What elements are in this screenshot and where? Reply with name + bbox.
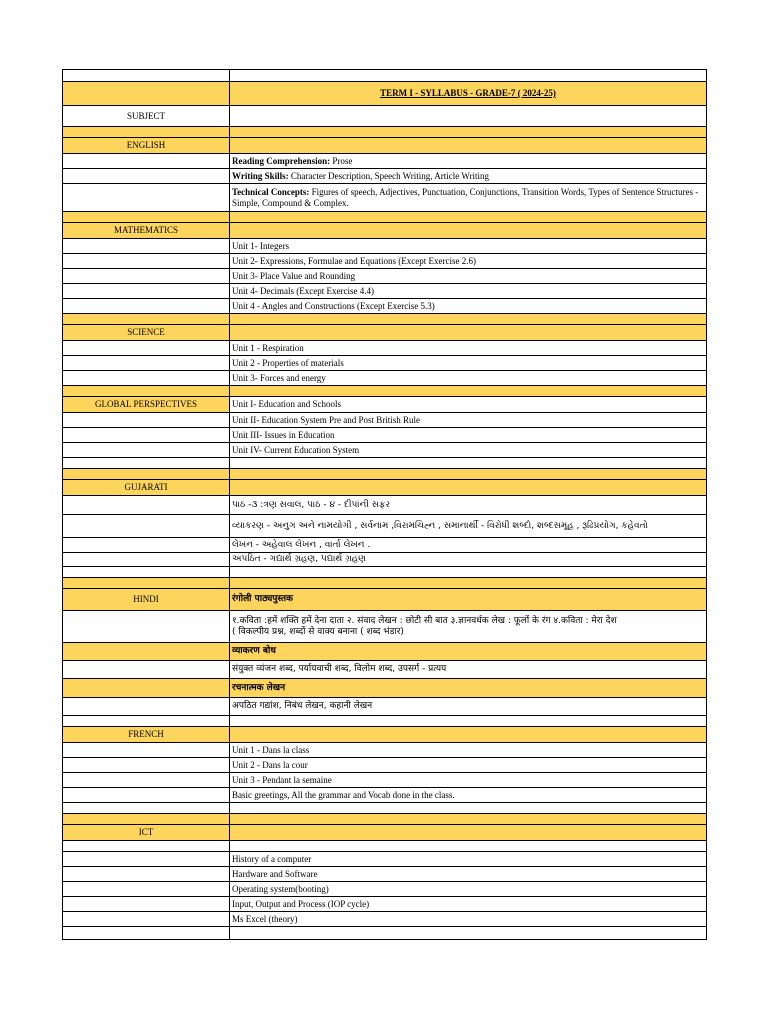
topic-cell <box>230 169 707 184</box>
topic-label: Writing Skills: <box>232 170 289 181</box>
topic-cell: Unit 3- Place Value and Rounding <box>230 269 707 284</box>
topic-cell: વ્યાકરણ - અનુગ અને નામયોગી , સર્વનામ ,વિરામચિહ્ન , સમાનાર્થી - વિરોધી શબ્દો, શબ્દસમૂહ , રૂઢિપ્રયોગ, કહેવતો <box>230 515 707 538</box>
table-row <box>63 284 707 299</box>
page-title: TERM I - SYLLABUS - GRADE-7 ( 2024-25) <box>230 82 707 106</box>
table-row <box>63 341 707 356</box>
separator-row <box>63 578 707 589</box>
table-row <box>63 496 707 515</box>
table-row <box>63 897 707 912</box>
topic-cell: Unit III- Issues in Education <box>230 428 707 443</box>
topic-cell: Unit 1 - Dans la class <box>230 743 707 758</box>
subject-header-row <box>63 106 707 127</box>
subject-row-science <box>63 325 707 341</box>
topic-text: Character Description, Speech Writing, Article Writing <box>288 170 489 181</box>
table-row <box>63 356 707 371</box>
table-row <box>63 515 707 538</box>
topic-cell: Unit I- Education and Schools <box>230 397 707 413</box>
subject-row-global-perspectives <box>63 397 707 413</box>
blank-row <box>63 841 707 852</box>
table-row <box>63 553 707 567</box>
table-row <box>63 788 707 803</box>
blank-row <box>63 927 707 940</box>
separator-row <box>63 814 707 825</box>
hindi-grammar-heading: व्याकरण बोध <box>230 643 707 661</box>
subject-row-french <box>63 727 707 743</box>
table-row <box>63 912 707 927</box>
spacer-row <box>63 70 707 82</box>
table-row <box>63 773 707 788</box>
table-row <box>63 413 707 428</box>
table-row <box>63 758 707 773</box>
topic-cell: Unit 3- Forces and energy <box>230 371 707 386</box>
topic-cell: Unit 2 - Dans la cour <box>230 758 707 773</box>
topic-cell: Unit 1 - Respiration <box>230 341 707 356</box>
topic-cell: Input, Output and Process (IOP cycle) <box>230 897 707 912</box>
blank-row <box>63 567 707 578</box>
topic-text: Prose <box>330 155 353 166</box>
separator-row <box>63 127 707 138</box>
topic-cell: પાઠ -૩ :ત્રણ સવાલ, પાઠ - ૪ - દીપાંની સફર <box>230 496 707 515</box>
table-row <box>63 299 707 314</box>
separator-row <box>63 469 707 480</box>
topic-cell: संयुक्त व्यंजन शब्द, पर्यायवाची शब्द, विलोम शब्द, उपसर्ग - प्रत्यय <box>230 661 707 679</box>
topic-cell: Basic greetings, All the grammar and Vocab done in the class. <box>230 788 707 803</box>
topic-cell: Unit II- Education System Pre and Post British Rule <box>230 413 707 428</box>
subject-name: SCIENCE <box>63 325 230 341</box>
table-row <box>63 611 707 643</box>
table-row <box>63 698 707 716</box>
topic-cell: Hardware and Software <box>230 867 707 882</box>
table-row <box>63 428 707 443</box>
table-row <box>63 239 707 254</box>
topic-cell: अपठित गद्यांश, निबंध लेखन, कहानी लेखन <box>230 698 707 716</box>
topic-cell <box>230 184 707 212</box>
table-row <box>63 269 707 284</box>
table-row <box>63 882 707 897</box>
table-row <box>63 184 707 212</box>
topic-cell: Unit 1- Integers <box>230 239 707 254</box>
blank-row <box>63 458 707 469</box>
topic-cell: અપઠિત - ગદ્યાર્થ ગ્રહણ, પદ્યાર્થ ગ્રહણ <box>230 553 707 567</box>
blank-row <box>63 803 707 814</box>
table-row <box>63 661 707 679</box>
topic-label: Reading Comprehension: <box>232 155 331 166</box>
table-row <box>63 867 707 882</box>
subject-name: ICT <box>63 825 230 841</box>
subject-name: HINDI <box>63 589 230 611</box>
topic-cell: Ms Excel (theory) <box>230 912 707 927</box>
topic-cell: History of a computer <box>230 852 707 867</box>
subject-row-mathematics <box>63 223 707 239</box>
subject-row-ict <box>63 825 707 841</box>
topic-cell <box>230 154 707 169</box>
subject-row-english <box>63 138 707 154</box>
topic-cell: Operating system(booting) <box>230 882 707 897</box>
table-row <box>63 743 707 758</box>
topic-cell: Unit 4- Decimals (Except Exercise 4.4) <box>230 284 707 299</box>
topic-cell <box>230 611 707 643</box>
topic-cell: Unit 3 - Pendant la semaine <box>230 773 707 788</box>
topic-cell: લેખન - અહેવાલ લેખન , વાર્તા લેખન . <box>230 538 707 553</box>
topic-cell: Unit 4 - Angles and Constructions (Except Exercise 5.3) <box>230 299 707 314</box>
title-row <box>63 82 707 106</box>
table-row <box>63 443 707 458</box>
subject-name: ENGLISH <box>63 138 230 154</box>
table-row <box>63 852 707 867</box>
subject-name: MATHEMATICS <box>63 223 230 239</box>
hindi-grammar-row <box>63 643 707 661</box>
subject-name: FRENCH <box>63 727 230 743</box>
subject-header: SUBJECT <box>63 106 230 127</box>
table-row <box>63 154 707 169</box>
hindi-writing-row <box>63 679 707 698</box>
table-row <box>63 169 707 184</box>
topic-line: १.कविता :हमें शक्ति हमें देना दाता २. संवाद लेखन : छोटी सी बात ३.ज्ञानवर्धक लेख : फूलों के रंग ४.कविता : मेरा देश <box>232 615 617 626</box>
syllabus-table <box>62 69 707 940</box>
subject-row-hindi <box>63 589 707 611</box>
topic-cell: Unit 2 - Properties of materials <box>230 356 707 371</box>
separator-row <box>63 386 707 397</box>
subject-name: GUJARATI <box>63 480 230 496</box>
blank-row <box>63 716 707 727</box>
separator-row <box>63 212 707 223</box>
hindi-writing-heading: रचनात्मक लेखन <box>230 679 707 698</box>
table-row <box>63 371 707 386</box>
hindi-book-heading: रंगोली पाठ्यपुस्तक <box>230 589 707 611</box>
topic-cell: Unit IV- Current Education System <box>230 443 707 458</box>
topic-text: Figures of speech, Adjectives, Punctuation, Conjunctions, Transition Words, Types of Sentence Structures - Simple, Compound & Complex. <box>232 186 699 208</box>
topic-label: Technical Concepts: <box>232 186 310 197</box>
table-row <box>63 538 707 553</box>
topic-cell: Unit 2- Expressions, Formulae and Equations (Except Exercise 2.6) <box>230 254 707 269</box>
subject-row-gujarati <box>63 480 707 496</box>
topic-line: ( विकल्पीय प्रश्न, शब्दों से वाक्य बनाना ( शब्द भंडार) <box>232 626 404 637</box>
separator-row <box>63 314 707 325</box>
table-row <box>63 254 707 269</box>
subject-name: GLOBAL PERSPECTIVES <box>63 397 230 413</box>
